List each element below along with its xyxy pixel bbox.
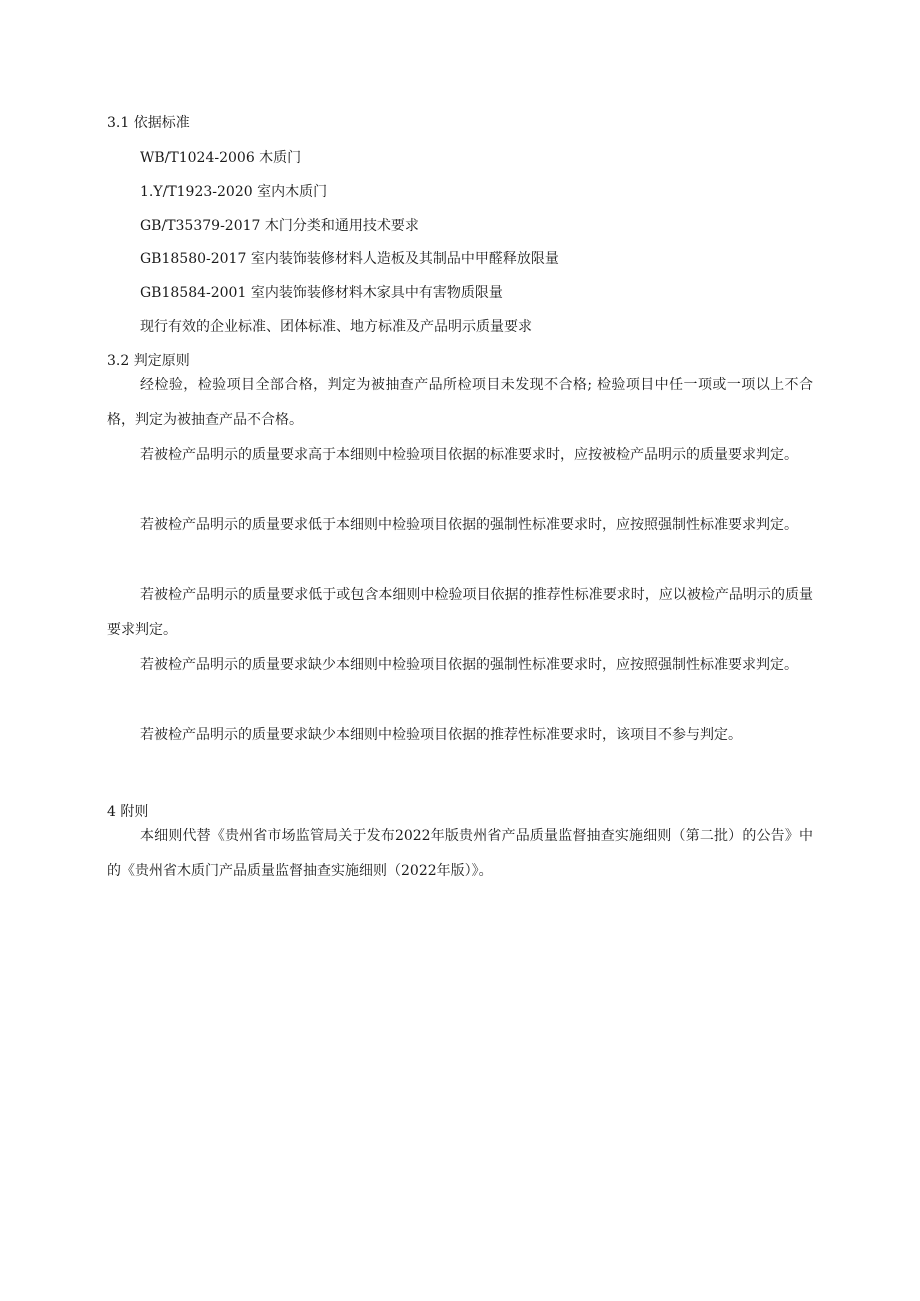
judgement-paragraph: 经检验，检验项目全部合格，判定为被抽查产品所检项目未发现不合格; 检验项目中任一项或一项以上不合格，判定为被抽查产品不合格。 bbox=[107, 377, 813, 428]
standard-item: GB18584-2001 室内装饰装修材料木家具中有害物质限量 bbox=[140, 285, 503, 301]
judgement-paragraph: 若被检产品明示的质量要求低于本细则中检验项目依据的强制性标准要求时，应按照强制性标准要求判定。 bbox=[140, 517, 798, 533]
supplementary-paragraph: 本细则代替《贵州省市场监管局关于发布2022年版贵州省产品质量监督抽查实施细则（第二批）的公告》中的《贵州省木质门产品质量监督抽查实施细则（2022年版）》。 bbox=[107, 828, 813, 879]
judgement-paragraph: 若被检产品明示的质量要求缺少本细则中检验项目依据的推荐性标准要求时，该项目不参与判定。 bbox=[140, 727, 742, 743]
judgement-paragraph: 若被检产品明示的质量要求缺少本细则中检验项目依据的强制性标准要求时，应按照强制性标准要求判定。 bbox=[140, 657, 798, 673]
standard-item: GB18580-2017 室内装饰装修材料人造板及其制品中甲醛释放限量 bbox=[140, 251, 559, 267]
standard-item: GB/T35379-2017 木门分类和通用技术要求 bbox=[140, 218, 419, 234]
standard-item: 现行有效的企业标准、团体标准、地方标准及产品明示质量要求 bbox=[140, 319, 532, 335]
judgement-paragraph: 若被检产品明示的质量要求高于本细则中检验项目依据的标准要求时，应按被检产品明示的质量要求判定。 bbox=[140, 447, 798, 463]
section-4-heading: 4 附则 bbox=[107, 804, 149, 820]
standard-item: WB/T1024-2006 木质门 bbox=[140, 150, 302, 166]
section-3-2-heading: 3.2 判定原则 bbox=[107, 353, 190, 369]
judgement-paragraph: 若被检产品明示的质量要求低于或包含本细则中检验项目依据的推荐性标准要求时，应以被检产品明示的质量要求判定。 bbox=[107, 587, 813, 638]
section-3-1-heading: 3.1 依据标准 bbox=[107, 115, 190, 131]
standard-item: 1.Y/T1923-2020 室内木质门 bbox=[140, 184, 328, 200]
